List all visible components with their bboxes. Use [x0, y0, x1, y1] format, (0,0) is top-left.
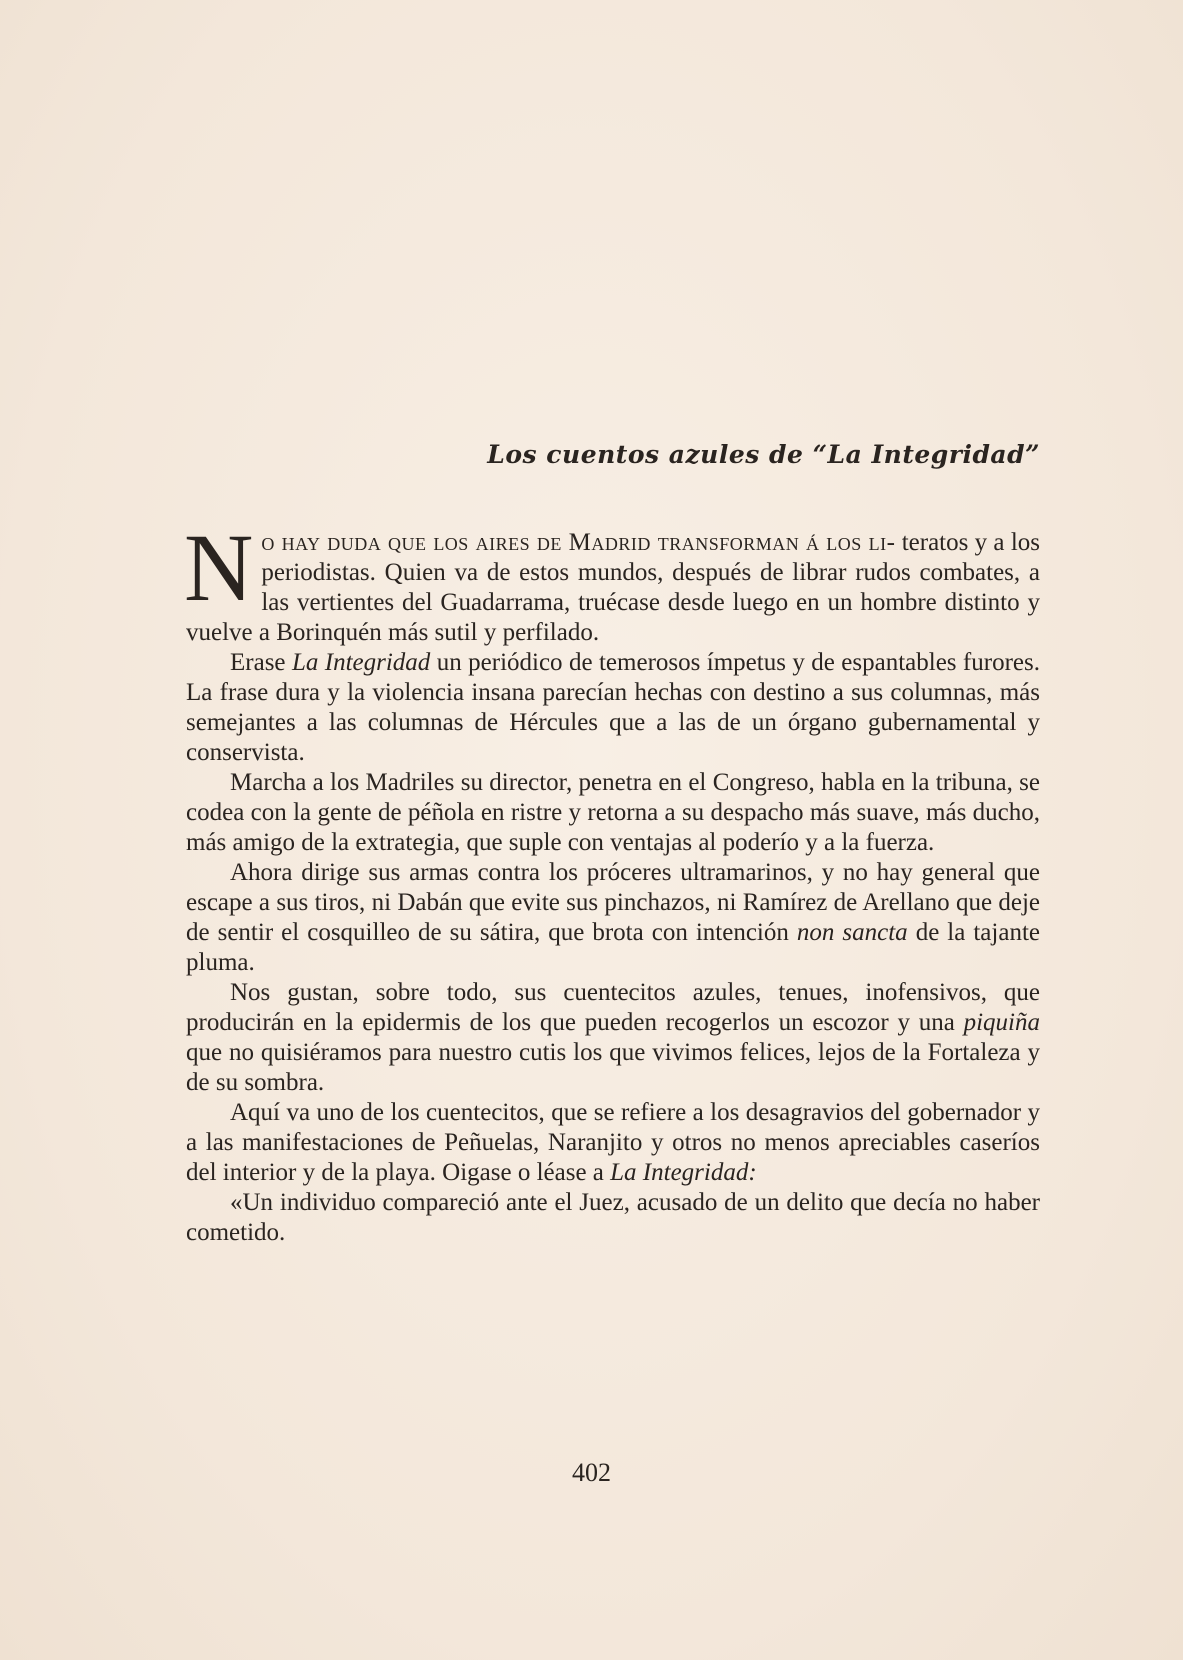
paragraph-7: «Un individuo compareció ante el Juez, acusado de un delito que decía no haber cometido. [186, 1189, 1040, 1246]
paragraph-4 [186, 858, 1040, 978]
paragraph-6-italic: La Integridad: [610, 1159, 757, 1186]
paragraph-1-text: teratos y a los periodistas. Quien va de estos mundos, después de librar rudos combates, a las vertientes del Guadarrama, truécase desde luego en un hombre distinto y vuelve a Borinquén más sutil y perfilado. [186, 529, 1040, 646]
paragraph-1 [184, 514, 1040, 648]
paragraph-3: Marcha a los Madriles su director, penetra en el Congreso, habla en la tribuna, se codea con la gente de péñola en ristre y retorna a su despacho más suave, más ducho, más amigo de la extrategia, que suple con ventajas al poderío y a la fuerza. [186, 769, 1040, 856]
drop-cap: N [184, 514, 254, 621]
article-title: Los cuentos azules de “La Integridad” [487, 440, 1040, 469]
paragraph-2-italic: La Integridad [291, 649, 431, 676]
paragraph-2 [186, 648, 1040, 768]
paragraph-5-text-a: Nos gustan, sobre todo, sus cuentecitos azules, tenues, inofensivos, que producirán en la epidermis de los que pueden recogerlos un escozor y una [186, 979, 1040, 1036]
paragraph-2-text-b: un periódico de temerosos ímpetus y de espantables furores. La frase dura y la violencia insana parecían hechas con destino a sus columnas, más semejantes a las columnas de Hércules que a las de un órgano gubernamental y conservista. [186, 649, 1040, 766]
article-body [184, 514, 1040, 1248]
paragraph-4-text-a: Ahora dirige sus armas contra los próceres ultramarinos, y no hay general que escape a sus tiros, ni Dabán que evite sus pinchazos, ni Ramírez de Arellano que deje de sentir el cosquilleo de su sátira, que brota con intención [186, 859, 1040, 946]
small-caps-opening: o hay duda que los aires de Madrid transforman á los li- [261, 529, 896, 556]
paragraph-4-text-b: de la tajante pluma. [186, 919, 1040, 976]
paragraph-4-italic: non sancta [796, 919, 908, 946]
paragraph-2-text-a: Erase [230, 649, 292, 676]
paragraph-6 [186, 1098, 1040, 1188]
page-number: 402 [572, 1458, 611, 1487]
paragraph-5 [186, 978, 1040, 1098]
paragraph-5-italic: piquiña [963, 1009, 1040, 1036]
paragraph-6-text-a: Aquí va uno de los cuentecitos, que se refiere a los desagravios del gobernador y a las manifestaciones de Peñuelas, Naranjito y otros no menos apreciables caseríos del interior y de la playa. Oigase o léase a [186, 1099, 1040, 1186]
paragraph-5-text-b: que no quisiéramos para nuestro cutis los que vivimos felices, lejos de la Fortaleza y de su sombra. [186, 1039, 1040, 1096]
